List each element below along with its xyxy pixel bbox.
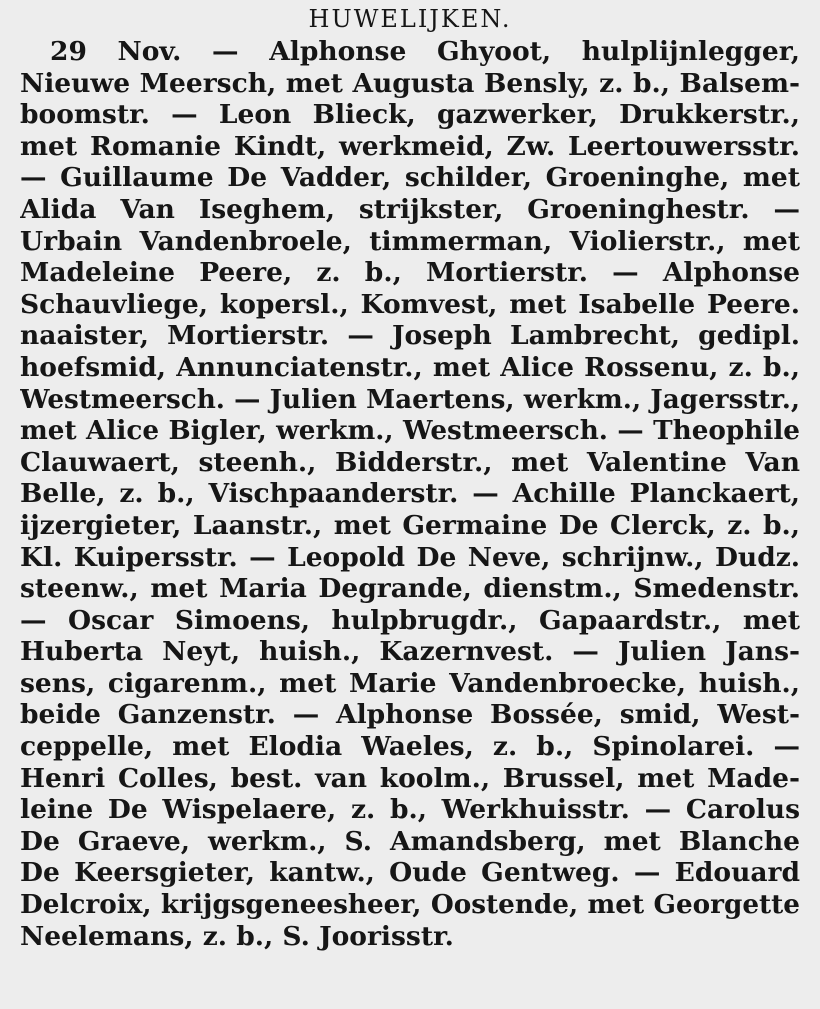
article-line: Delcroix, krijgsgeneesheer, Oostende, met Georgette	[20, 889, 800, 921]
article-line: ceppelle, met Elodia Waeles, z. b., Spinolarei. —	[20, 731, 800, 763]
article-line: De Graeve, werkm., S. Amandsberg, met Blanche	[20, 825, 800, 857]
article-line: boomstr. — Leon Blieck, gazwerker, Drukkerstr.,	[20, 99, 800, 131]
article-line: Alida Van Iseghem, strijkster, Groeninghestr. —	[20, 193, 800, 225]
article-line: Clauwaert, steenh., Bidderstr., met Valentine Van	[20, 446, 800, 478]
section-heading: HUWELIJKEN.	[308, 5, 512, 33]
article-line: Westmeersch. — Julien Maertens, werkm., Jagersstr.,	[20, 383, 800, 415]
article-line: — Oscar Simoens, hulpbrugdr., Gapaardstr., met	[20, 604, 800, 636]
article-line: Neelemans, z. b., S. Joorisstr.	[20, 920, 454, 952]
article-line: Urbain Vandenbroele, timmerman, Violierstr., met	[20, 225, 800, 257]
article-line: leine De Wispelaere, z. b., Werkhuisstr. — Carolus	[20, 794, 800, 826]
article-line: De Keersgieter, kantw., Oude Gentweg. — Edouard	[20, 857, 800, 889]
article-line: met Romanie Kindt, werkmeid, Zw. Leertouwersstr.	[20, 130, 800, 162]
article-line: Schauvliege, kopersl., Komvest, met Isabelle Peere.	[20, 288, 800, 320]
article-line: ijzergieter, Laanstr., met Germaine De Clerck, z. b.,	[20, 509, 800, 541]
article-line: 29 Nov. — Alphonse Ghyoot, hulplijnlegger,	[50, 36, 800, 67]
article-line: Kl. Kuipersstr. — Leopold De Neve, schrijnw., Dudz.	[20, 541, 800, 573]
article-body	[20, 36, 800, 952]
article-line: — Guillaume De Vadder, schilder, Groeninghe, met	[20, 162, 800, 194]
article-line: sens, cigarenm., met Marie Vandenbroecke, huish.,	[20, 667, 800, 699]
article-line: steenw., met Maria Degrande, dienstm., Smedenstr.	[20, 573, 800, 605]
article-line: Madeleine Peere, z. b., Mortierstr. — Alphonse	[20, 257, 800, 289]
article-line: Huberta Neyt, huish., Kazernvest. — Julien Jans-	[20, 636, 800, 668]
article-line: met Alice Bigler, werkm., Westmeersch. — Theophile	[20, 415, 800, 447]
article-line: hoefsmid, Annunciatenstr., met Alice Rossenu, z. b.,	[20, 351, 800, 383]
article-line: beide Ganzenstr. — Alphonse Bossée, smid, West-	[20, 699, 800, 731]
article-line: Henri Colles, best. van koolm., Brussel, met Made-	[20, 762, 800, 794]
article-line: naaister, Mortierstr. — Joseph Lambrecht, gedipl.	[20, 320, 800, 352]
article-line: Belle, z. b., Vischpaanderstr. — Achille Planckaert,	[20, 478, 800, 510]
article-line: Nieuwe Meersch, met Augusta Bensly, z. b., Balsem-	[20, 67, 800, 99]
